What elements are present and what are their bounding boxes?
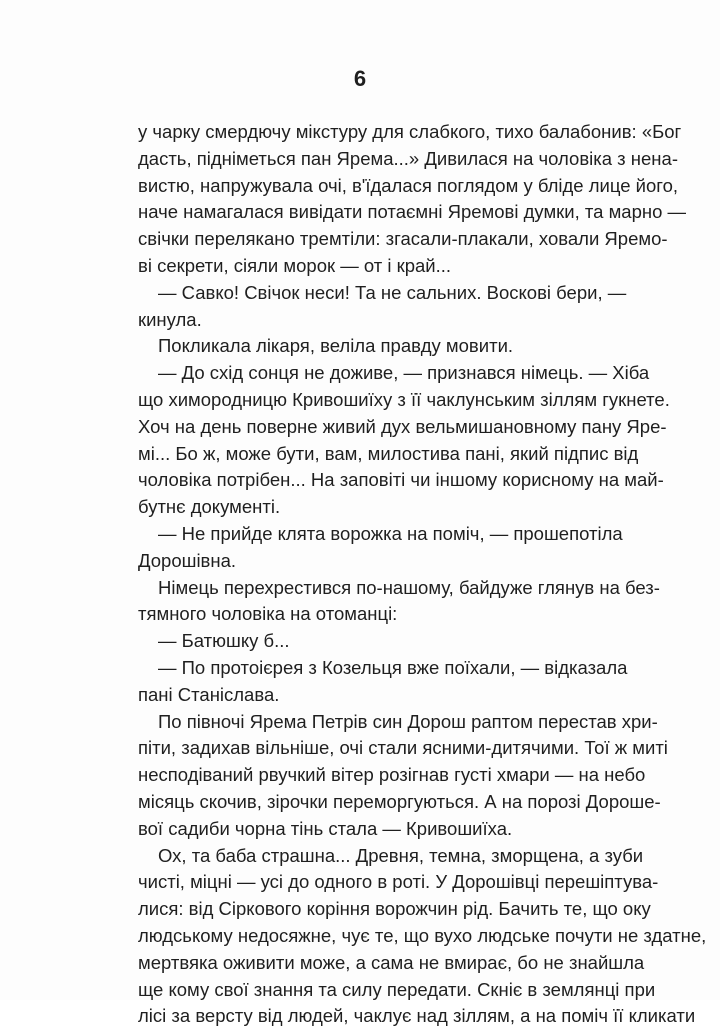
body-text: [138, 119, 707, 1030]
text-line: Німець перехрестився по-нашому, байдуже глянув на без-: [158, 576, 660, 598]
text-line: несподіваний рвучкий вітер розігнав густі хмари — на небо: [138, 764, 646, 786]
text-line: вистю, напружувала очі, в'їдалася поглядом у бліде лице його,: [138, 174, 679, 196]
text-line: кинула.: [138, 308, 202, 330]
text-line: — Батюшку б...: [158, 630, 290, 652]
paragraph: [138, 360, 670, 521]
text-line: лися: від Сіркового коріння ворожчин рід. Бачить те, що оку: [138, 898, 651, 920]
text-line: наче намагалася вивідати потаємні Яремові думки, та марно —: [138, 201, 687, 223]
text-line: ві секрети, сіяли морок — от і край...: [138, 254, 452, 276]
text-line: вої садиби чорна тінь стала — Кривошиїха.: [138, 817, 513, 839]
text-line: Ох, та баба страшна... Древня, темна, зморщена, а зуби: [158, 844, 644, 866]
text-line: ще кому свої знання та силу передати. Скніє в землянці при: [138, 978, 656, 1000]
paragraph: [138, 709, 668, 843]
paragraph: [138, 628, 590, 655]
text-line: — Савко! Свічок неси! Та не сальних. Воскові бери, —: [158, 281, 627, 303]
text-line: лісі за версту від людей, чаклує над зіллям, а на поміч її кликати: [138, 1005, 696, 1027]
text-line: — По протоієрея з Козельця вже поїхали, — відказала: [158, 656, 628, 678]
text-line: бутнє документі.: [138, 496, 281, 518]
paragraph: [138, 843, 707, 1030]
paragraph: [138, 280, 627, 334]
text-line: піти, задихав вільніше, очі стали ясними-дитячими. Тої ж миті: [138, 737, 668, 759]
paragraph: [138, 119, 687, 280]
text-line: що химородницю Кривошиїху з її чаклунським зіллям гукнете.: [138, 388, 670, 410]
text-line: людському недосяжне, чує те, що вухо людське почути не здатне,: [138, 924, 707, 946]
paragraph: [138, 521, 623, 575]
text-line: чоловіка потрібен... На заповіті чи іншому корисному на май-: [138, 469, 664, 491]
text-line: пані Станіслава.: [138, 683, 280, 705]
text-line: у чарку смердючу мікстуру для слабкого, тихо балабонив: «Бог: [138, 121, 682, 142]
text-line: мертвяка оживити може, а сама не вмирає, бо не знайшла: [138, 951, 645, 973]
text-line: свічки перелякано тремтіли: згасали-плакали, ховали Яремо-: [138, 228, 668, 250]
text-line: місяць скочив, зірочки переморгуються. А на порозі Дороше-: [138, 790, 661, 812]
text-line: тямного чоловіка на отоманці:: [138, 603, 398, 625]
paragraph: [138, 655, 628, 709]
text-line: чисті, міцні — усі до одного в роті. У Дорошівці перешіптува-: [138, 871, 659, 893]
text-line: Дорошівна.: [138, 549, 237, 571]
paragraph: [138, 333, 590, 360]
text-line: дасть, підніметься пан Ярема...» Дивилася на чоловіка з нена-: [138, 147, 678, 169]
text-line: мі... Бо ж, може бути, вам, милостива пані, який підпис від: [138, 442, 639, 464]
text-line: Хоч на день поверне живий дух вельмишановному пану Яре-: [138, 415, 667, 437]
paragraph: [138, 575, 660, 629]
text-line: Покликала лікаря, веліла правду мовити.: [158, 335, 514, 357]
page-number: 6: [353, 66, 367, 91]
text-line: По півночі Ярема Петрів син Дорош раптом перестав хри-: [158, 710, 658, 732]
text-line: — До схід сонця не доживе, — признався німець. — Хіба: [158, 362, 650, 384]
text-line: — Не прийде клята ворожка на поміч, — прошепотіла: [158, 522, 623, 544]
